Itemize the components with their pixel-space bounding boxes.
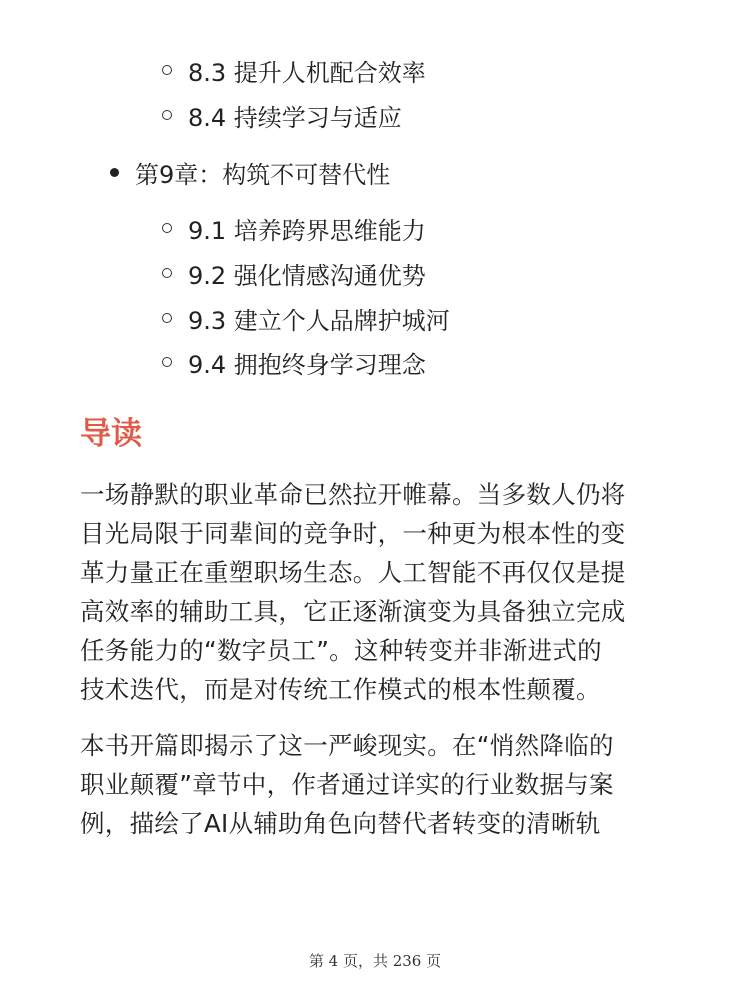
toc-item-9-1[interactable] [162, 208, 426, 248]
toc-item-8-3[interactable] [162, 50, 426, 90]
paragraph-line: 职业颠覆”章节中，作者通过详实的行业数据与案 [80, 770, 614, 799]
toc-item-label: 9.2 强化情感沟通优势 [188, 261, 426, 290]
hollow-bullet-icon [162, 65, 172, 75]
toc-chapter-label: 第9章：构筑不可替代性 [135, 160, 391, 189]
toc-chapter-9[interactable] [110, 152, 390, 192]
intro-paragraph [80, 475, 680, 709]
hollow-bullet-icon [162, 110, 172, 120]
hollow-bullet-icon [162, 357, 172, 367]
filled-bullet-icon [110, 168, 119, 177]
toc-item-label: 9.1 培养跨界思维能力 [188, 216, 426, 245]
paragraph-line: 本书开篇即揭示了这一严峻现实。在“悄然降临的 [80, 731, 614, 760]
paragraph-line: 技术迭代，而是对传统工作模式的根本性颠覆。 [80, 675, 601, 704]
paragraph-line: 一场静默的职业革命已然拉开帷幕。当多数人仍将 [80, 480, 626, 509]
section-heading: 导读 [80, 416, 142, 452]
hollow-bullet-icon [162, 313, 172, 323]
hollow-bullet-icon [162, 223, 172, 233]
paragraph-line: 任务能力的“数字员工”。这种转变并非渐进式的 [80, 636, 602, 665]
toc-item-label: 9.3 建立个人品牌护城河 [188, 306, 450, 335]
toc-item-9-3[interactable] [162, 298, 450, 338]
paragraph-line: 例，描绘了AI从辅助角色向替代者转变的清晰轨 [80, 809, 601, 838]
toc-item-9-2[interactable] [162, 253, 426, 293]
hollow-bullet-icon [162, 268, 172, 278]
paragraph-line: 高效率的辅助工具，它正逐渐演变为具备独立完成 [80, 597, 626, 626]
second-paragraph [80, 726, 680, 843]
toc-item-9-4[interactable] [162, 342, 426, 382]
toc-item-label: 8.4 持续学习与适应 [188, 103, 402, 132]
paragraph-line: 目光局限于同辈间的竞争时，一种更为根本性的变 [80, 519, 626, 548]
toc-item-label: 8.3 提升人机配合效率 [188, 58, 426, 87]
toc-item-label: 9.4 拥抱终身学习理念 [188, 350, 426, 379]
paragraph-line: 革力量正在重塑职场生态。人工智能不再仅仅是提 [80, 558, 626, 587]
page-number-footer: 第 4 页，共 236 页 [308, 952, 442, 970]
toc-item-8-4[interactable] [162, 95, 402, 135]
